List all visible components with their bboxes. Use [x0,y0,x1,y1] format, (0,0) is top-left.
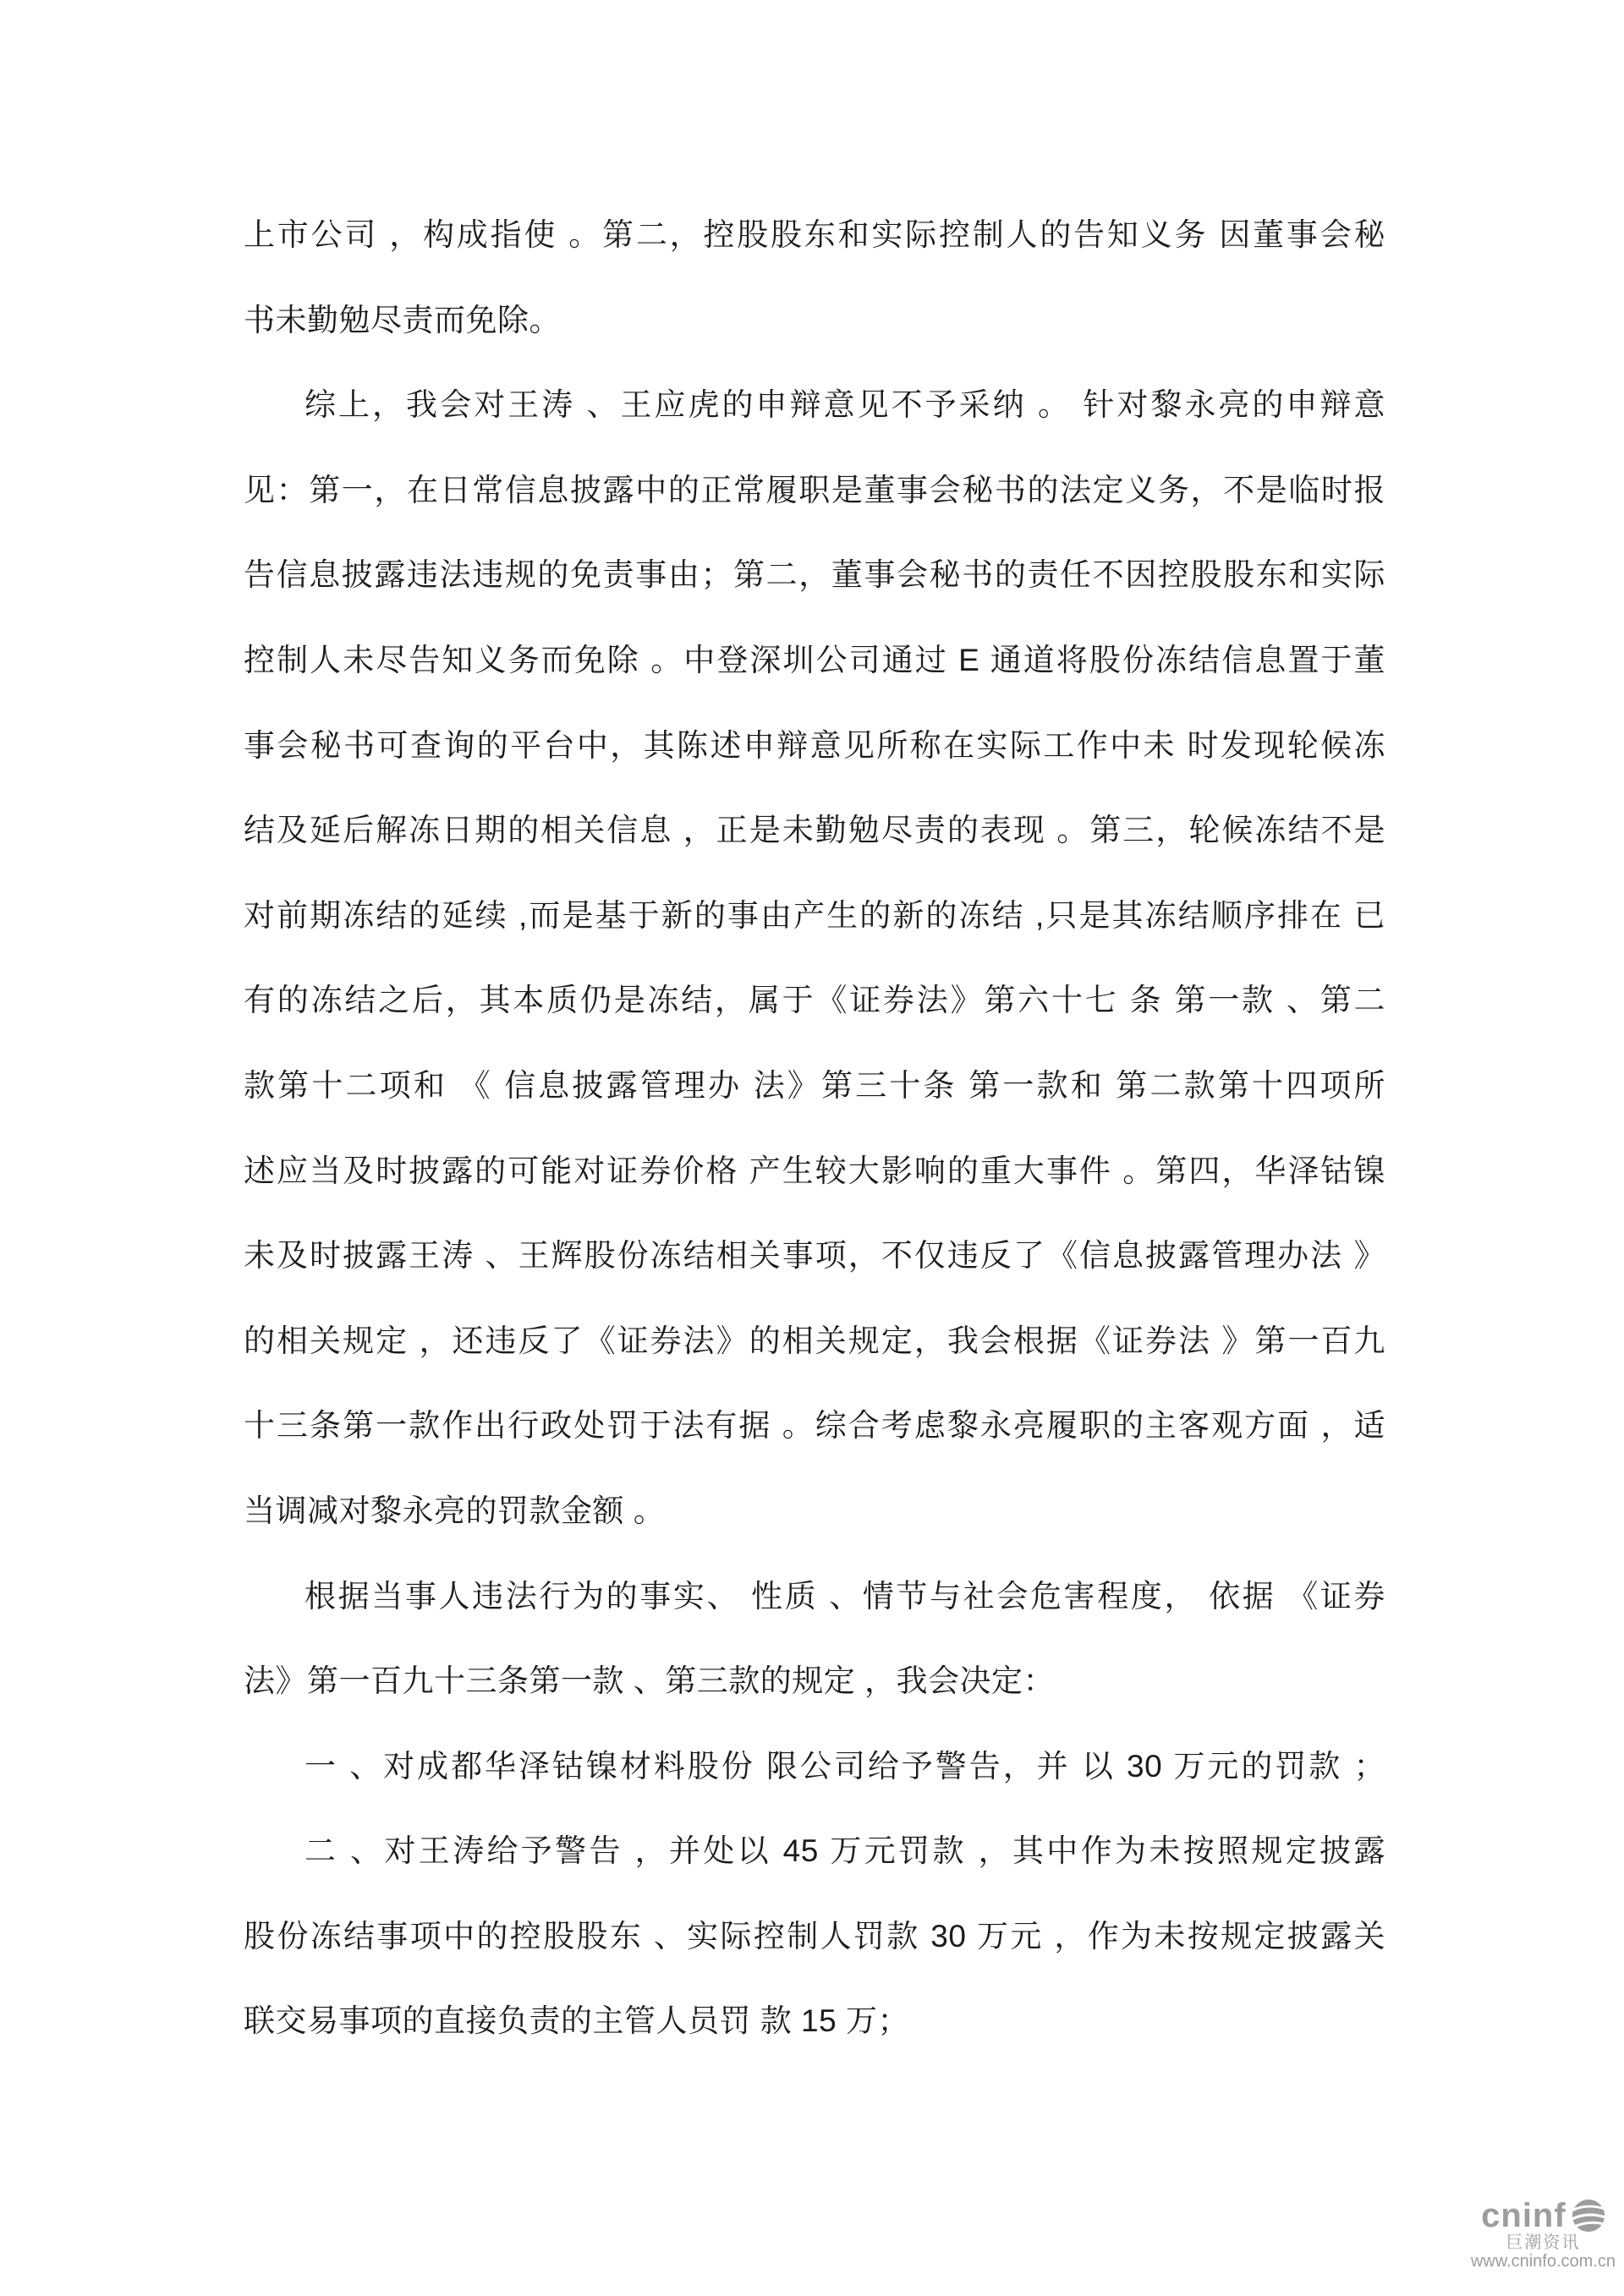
cninfo-brand-row [1481,2199,1605,2233]
text-line: 未及时披露王涛 、王辉股份冻结相关事项，不仅违反了《信息披露管理办法 》 [244,1238,1385,1274]
cninfo-watermark [1471,2199,1616,2270]
text-line: 上市公司 ，构成指使 。第二，控股股东和实际控制人的告知义务 因董事会秘 [244,217,1385,252]
text-line: 款第十二项和 《 信息披露管理办 法》第三十条 第一款和 第二款第十四项所 [244,1067,1385,1103]
text-line: 对前期冻结的延续 ,而是基于新的事由产生的新的冻结 ,只是其冻结顺序排在 已 [244,897,1385,933]
cninfo-brand-text: cninf [1481,2197,1566,2234]
cninfo-globe-icon [1572,2199,1605,2233]
text-line: 十三条第一款作出行政处罚于法有据 。综合考虑黎永亮履职的主客观方面 ，适 [244,1408,1385,1444]
text-line: 二 、对王涛给予警告 ，并处以 45 万元罚款 ，其中作为未按照规定披露 [304,1833,1385,1869]
text-line: 根据当事人违法行为的事实、 性质 、情节与社会危害程度， 依据 《证券 [304,1578,1385,1614]
text-line: 见：第一，在日常信息披露中的正常履职是董事会秘书的法定义务，不是临时报 [244,472,1385,507]
text-line: 结及延后解冻日期的相关信息 ，正是未勤勉尽责的表现 。第三，轮候冻结不是 [244,813,1385,848]
text-line: 法》第一百九十三条第一款 、第三款的规定 ，我会决定： [244,1663,1056,1699]
text-line: 当调减对黎永亮的罚款金额 。 [244,1493,666,1528]
text-line: 控制人未尽告知义务而免除 。中登深圳公司通过 E 通道将股份冻结信息置于董 [244,642,1385,677]
text-line: 一 、对成都华泽钴镍材料股份 限公司给予警告，并 以 30 万元的罚款 ； [304,1748,1385,1784]
document-body [244,193,1385,2064]
text-line: 告信息披露违法违规的免责事由；第二，董事会秘书的责任不因控股股东和实际 [244,557,1385,593]
text-line: 事会秘书可查询的平台中，其陈述申辩意见所称在实际工作中未 时发现轮候冻 [244,727,1385,763]
text-line: 书未勤勉尽责而免除。 [244,302,561,337]
text-line: 联交易事项的直接负责的主管人员罚 款 15 万； [244,2003,909,2039]
text-line: 股份冻结事项中的控股股东 、实际控制人罚款 30 万元 ，作为未按规定披露关 [244,1918,1385,1954]
text-line: 有的冻结之后，其本质仍是冻结，属于《证券法》第六十七 条 第一款 、第二 [244,983,1385,1018]
text-line: 述应当及时披露的可能对证券价格 产生较大影响的重大事件 。第四，华泽钴镍 [244,1153,1385,1188]
cninfo-chinese-name: 巨潮资讯 [1506,2233,1581,2252]
text-line: 综上，我会对王涛 、王应虎的申辩意见不予采纳 。 针对黎永亮的申辩意 [304,387,1385,423]
text-line: 的相关规定 ，还违反了《证券法》的相关规定，我会根据《证券法 》第一百九 [244,1323,1385,1358]
cninfo-url: www.cninfo.com.cn [1470,2252,1616,2271]
